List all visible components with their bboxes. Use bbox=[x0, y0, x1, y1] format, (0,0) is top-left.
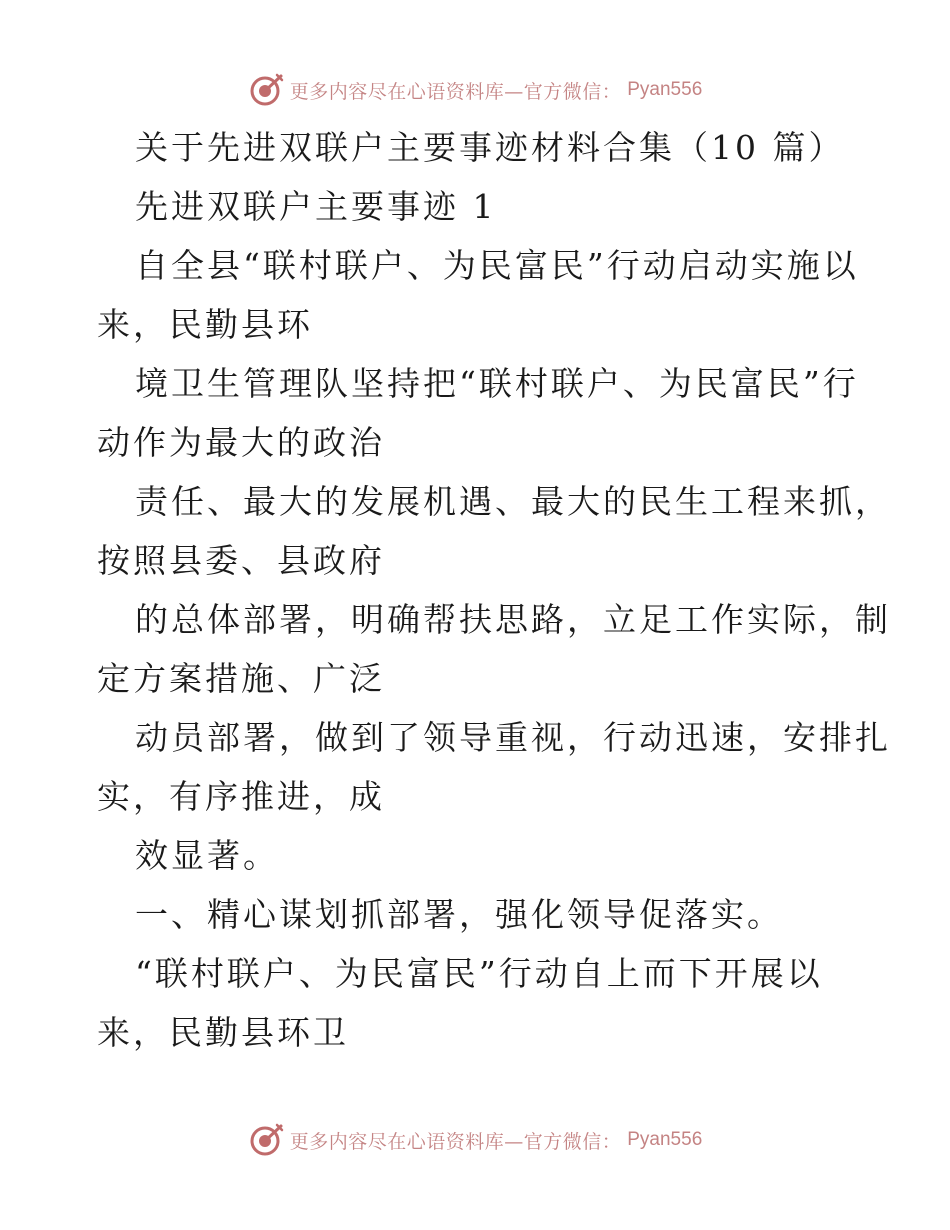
brand-logo-icon bbox=[248, 1122, 284, 1158]
section-heading: 先进双联户主要事迹 1 bbox=[135, 187, 497, 226]
header-wechat-id: Pyan556 bbox=[627, 79, 703, 100]
text-line: 来，民勤县环 bbox=[97, 305, 313, 344]
text-line: 自全县“联村联户、为民富民”行动启动实施以 bbox=[135, 246, 859, 285]
text-line: 来，民勤县环卫 bbox=[97, 1013, 349, 1052]
text-line: 按照县委、县政府 bbox=[97, 541, 385, 580]
text-line: 责任、最大的发展机遇、最大的民生工程来抓， bbox=[135, 482, 891, 521]
text-line: “联村联户、为民富民”行动自上而下开展以 bbox=[135, 954, 823, 993]
brand-logo-icon bbox=[248, 72, 284, 108]
text-line: 实，有序推进，成 bbox=[97, 777, 385, 816]
header-banner bbox=[0, 70, 950, 110]
subsection-heading: 一、精心谋划抓部署，强化领导促落实。 bbox=[135, 895, 783, 934]
header-banner-text: 更多内容尽在心语资料库—官方微信： bbox=[289, 80, 622, 103]
document-body bbox=[97, 118, 891, 1062]
text-line: 境卫生管理队坚持把“联村联户、为民富民”行 bbox=[135, 364, 859, 403]
text-line: 动员部署，做到了领导重视，行动迅速，安排扎 bbox=[135, 718, 891, 757]
footer-wechat-id: Pyan556 bbox=[627, 1129, 703, 1150]
footer-banner bbox=[0, 1120, 950, 1160]
text-line: 定方案措施、广泛 bbox=[97, 659, 385, 698]
text-line: 的总体部署，明确帮扶思路，立足工作实际，制 bbox=[135, 600, 891, 639]
text-line: 动作为最大的政治 bbox=[97, 423, 385, 462]
document-title: 关于先进双联户主要事迹材料合集（10 篇） bbox=[135, 128, 845, 167]
text-line: 效显著。 bbox=[135, 836, 279, 875]
footer-banner-text: 更多内容尽在心语资料库—官方微信： bbox=[289, 1130, 622, 1153]
